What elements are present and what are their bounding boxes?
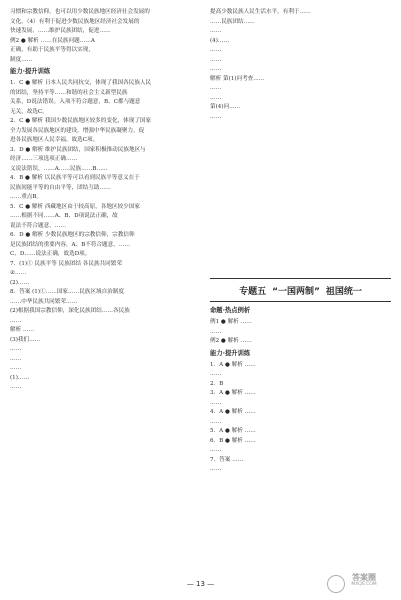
text-line: ……: [10, 384, 22, 390]
unit-number: 专题五: [239, 286, 267, 297]
text-line: ……根据不同……A、B、D项说法正确，故: [10, 213, 118, 219]
text-line: 1．C ● 解析 日本人民共同抗交，体现了我国各民族人民: [10, 80, 152, 86]
text-line: 5．A ● 解析 ……: [210, 428, 256, 434]
right-block-3: [210, 318, 391, 347]
left-block-6: [10, 374, 191, 393]
text-line: 7．答案 ……: [210, 456, 244, 463]
unit-subtitle: 祖国统一: [325, 286, 362, 297]
text-line: (2)根据我国宗教信仰，深化民族团结……各民族: [10, 308, 130, 314]
text-line: 7．(1)① 民族平等 民族团结 各民族共同繁荣: [10, 260, 122, 267]
text-line: 2．C ● 解析 我国少数民族地区较多的变化，体现了国家: [10, 118, 152, 124]
watermark-ring-icon: [327, 575, 345, 593]
text-line: 进各民族地区人民幸福，故选C项。: [10, 137, 99, 143]
text-line: 2．B: [210, 380, 224, 387]
text-line: 解析 第(1)问考查……: [210, 75, 265, 82]
text-line: 无关，故选C。: [10, 108, 48, 115]
text-line: ……: [210, 418, 222, 425]
text-line: 提高少数民族人民生活水平，有利于……: [210, 9, 311, 15]
text-line: ……: [10, 346, 22, 352]
text-line: 快速发展，……维护民族团结，促进……: [10, 28, 111, 34]
section-heading-skills: 能力·提升训练: [10, 68, 51, 75]
text-line: (2)……: [10, 279, 30, 286]
section-heading-hot: 命题·热点例析: [210, 307, 251, 314]
text-line: ……: [10, 355, 22, 362]
text-line: 5．C ● 解析 西藏地区由于较高原，各地区较少国家: [10, 203, 140, 210]
watermark-url: MXQE.COM: [351, 582, 377, 587]
watermark-logo: [327, 574, 387, 596]
text-line: 第(4)问……: [210, 104, 241, 110]
text-line: 关系，D说法错误。入项不符合题意，B、C都与题意: [10, 99, 141, 105]
text-line: ……: [210, 328, 222, 335]
left-block-3: [10, 231, 191, 288]
text-line: ……: [10, 317, 22, 324]
text-line: 习惯和宗教信仰，也可以用少数民族地区经济社会发展的: [10, 9, 150, 15]
left-column: [10, 8, 191, 393]
text-line: (3)我们……: [10, 336, 41, 343]
text-line: 解析 ……: [10, 327, 35, 333]
text-line: ②……: [10, 270, 27, 276]
left-block-4: [10, 288, 191, 336]
watermark-text: 答案圈: [352, 573, 376, 582]
text-line: ……: [10, 365, 22, 371]
text-line: (4)……: [210, 37, 230, 44]
left-block-5: [10, 336, 191, 374]
text-line: ……: [210, 466, 222, 472]
text-line: ……: [210, 66, 222, 72]
text-line: 经济……三项选项正确……: [10, 156, 78, 162]
right-block-5: [210, 408, 391, 465]
text-line: 8．答案 (1)①……国家……民族区域自治制度: [10, 289, 124, 295]
text-line: ……: [210, 56, 222, 63]
text-line: ……: [210, 371, 222, 377]
text-line: ……: [210, 399, 222, 406]
right-block-1: [210, 8, 391, 113]
text-line: 是民族团结的重要内容，A、B不符合题意，……: [10, 241, 131, 248]
text-line: 正确，有助于民族平等得以实现，: [10, 47, 94, 53]
right-block-6: [210, 465, 391, 475]
text-line: 4．A ● 解析 ……: [210, 409, 256, 415]
text-line: 的团结，坚持平等……和谐的社会主义新型民族: [10, 89, 128, 96]
text-line: ……: [210, 94, 222, 101]
text-line: 制度……: [10, 56, 33, 63]
section-heading-skills-right: 能力·提升训练: [210, 349, 251, 357]
text-line: 例2 ● 解析 ……在民族问题……A: [10, 37, 95, 44]
text-line: 文化。（4）有利于促进少数民族地区经济社会发展的: [10, 18, 140, 25]
right-column-lower: [210, 304, 391, 475]
text-line: 6．D ● 解析 少数民族地区的宗教信仰，宗教信仰: [10, 232, 135, 238]
text-line: 4．B ● 解析 以民族平等可以看到民族平等意义在于: [10, 175, 140, 181]
left-block-2: [10, 79, 191, 231]
text-line: 6．B ● 解析 ……: [210, 437, 256, 444]
text-line: 全力发展各民族地区的建设，增强中华民族凝聚力，促: [10, 127, 145, 134]
right-block-2: [210, 113, 391, 123]
text-line: 民族间能平等的自由平等，团结互助……: [10, 184, 111, 191]
text-line: 3．D ● 解析 维护民族团结，国家积极推动民族地区与: [10, 146, 146, 153]
text-line: ……: [210, 85, 222, 91]
text-line: C、D……说法正确，故选D项。: [10, 251, 91, 257]
unit-theme: “一国两制”: [272, 286, 320, 297]
text-line: ……民族团结……: [210, 18, 255, 25]
text-line: (1)……: [10, 374, 30, 381]
left-block-1: [10, 8, 191, 65]
right-block-4: [210, 361, 391, 409]
text-line: ……: [210, 447, 222, 453]
text-line: ……: [210, 113, 222, 120]
unit-title-band: [210, 278, 391, 302]
text-line: ……重点B。: [10, 194, 43, 200]
text-line: 说法不符合题意，……: [10, 222, 66, 229]
text-line: 义说法错误，……A……民族……B……: [10, 165, 108, 172]
text-line: 3．A ● 解析 ……: [210, 390, 256, 396]
text-line: 例1 ● 解析 ……: [210, 319, 252, 325]
right-column: [210, 8, 391, 122]
text-line: ……中华民族共同繁荣……: [10, 298, 78, 305]
page-number: — 13 —: [186, 580, 215, 588]
text-line: ……: [210, 47, 222, 53]
text-line: 例2 ● 解析 ……: [210, 338, 252, 344]
text-line: ……: [210, 28, 222, 34]
text-line: 1．A ● 解析 ……: [210, 361, 256, 368]
